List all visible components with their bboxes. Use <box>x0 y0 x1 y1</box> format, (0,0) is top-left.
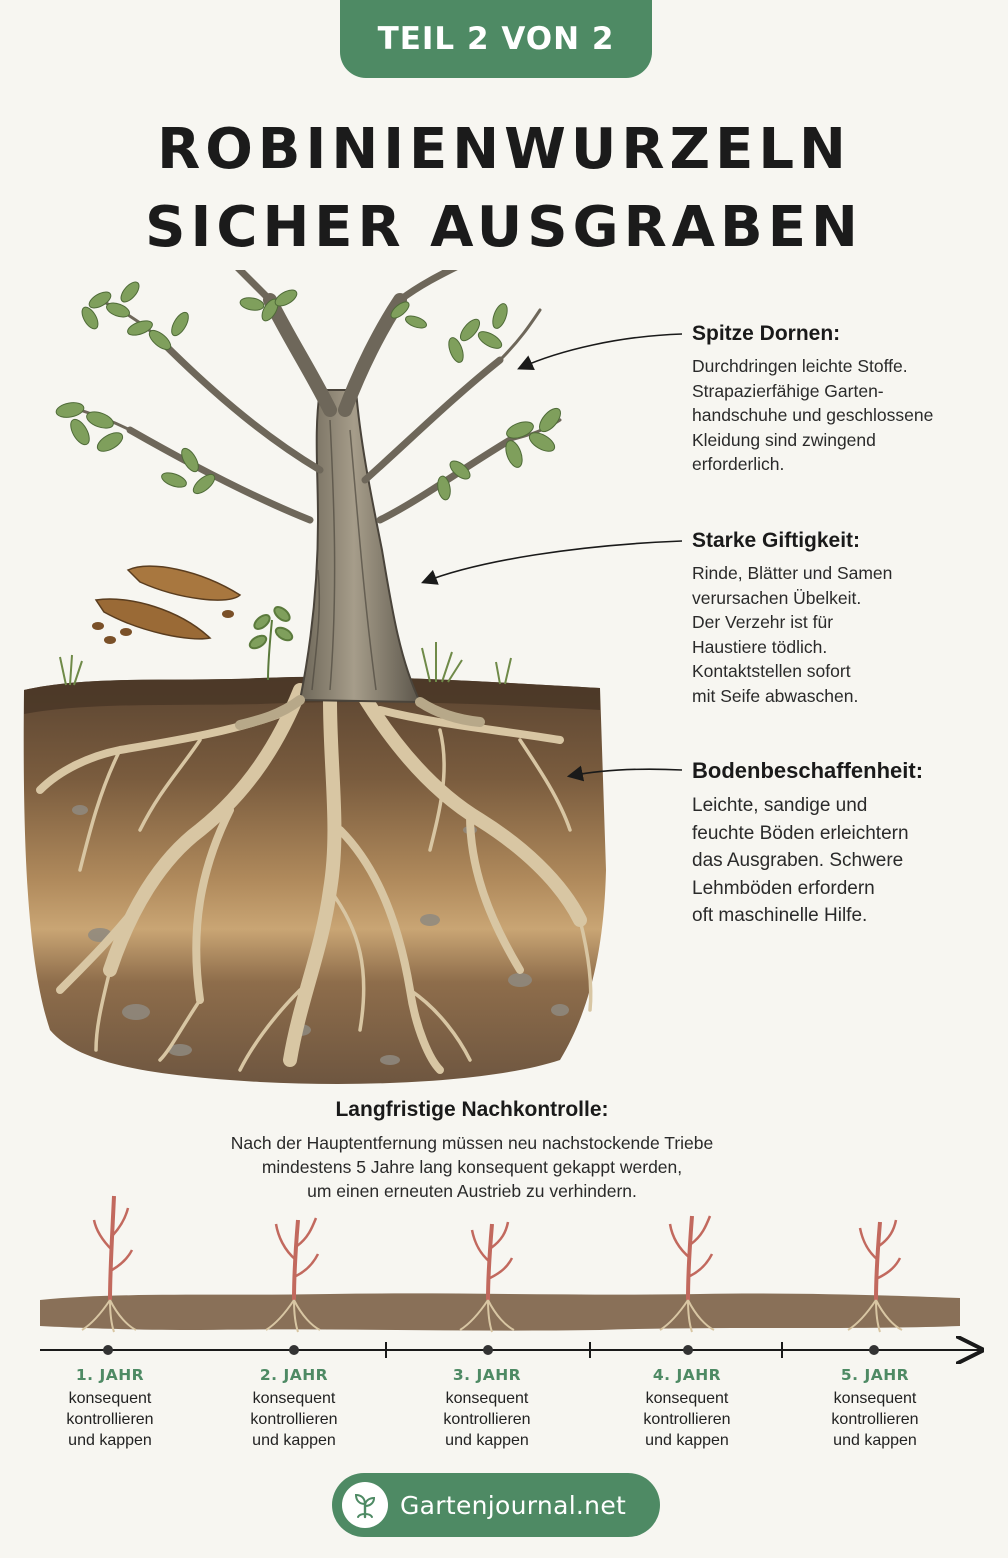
timeline-year-2 <box>219 1366 369 1451</box>
footer-brand-pill[interactable] <box>332 1473 660 1537</box>
seed-pods <box>92 566 240 644</box>
followup-title: Langfristige Nachkontrolle: <box>335 1098 609 1121</box>
timeline-soil-strip <box>40 1293 960 1330</box>
callout-toxicity-heading: Starke Giftigkeit: <box>692 529 861 552</box>
callout-toxicity <box>692 529 992 708</box>
year-description: konsequent kontrollieren und kappen <box>831 1390 919 1449</box>
callout-soil-heading: Bodenbeschaffenheit: <box>692 758 924 783</box>
robinia-tree-illustration <box>0 270 640 1100</box>
year-label: 2. JAHR <box>259 1366 329 1384</box>
year-label: 3. JAHR <box>452 1366 522 1384</box>
followup-text: Nach der Hauptentfernung müssen neu nachstockende Triebe mindestens 5 Jahre lang konsequent gekappt werden, um einen erneuten Austrieb zu verhindern. <box>230 1133 714 1201</box>
timeline-year-4 <box>612 1366 762 1451</box>
year-description: konsequent kontrollieren und kappen <box>250 1390 338 1449</box>
year-description: konsequent kontrollieren und kappen <box>66 1390 154 1449</box>
callout-thorns-text: Durchdringen leichte Stoffe. Strapazierfähige Garten- handschuhe und geschlossene Kleidung sind zwingend erforderlich. <box>692 356 934 474</box>
year-label: 4. JAHR <box>652 1366 722 1384</box>
year-label: 1. JAHR <box>75 1366 145 1384</box>
year-description: konsequent kontrollieren und kappen <box>443 1390 531 1449</box>
yearly-timeline <box>0 1180 1008 1370</box>
small-sapling <box>248 604 295 680</box>
page-title-line-2: SICHER AUSGRABEN <box>145 195 863 260</box>
page-title-line-1: ROBINIENWURZELN <box>157 117 851 182</box>
year-label: 5. JAHR <box>840 1366 910 1384</box>
timeline-year-3 <box>412 1366 562 1451</box>
timeline-year-1 <box>35 1366 185 1451</box>
callout-soil-text: Leichte, sandige und feuchte Böden erleichtern das Ausgraben. Schwere Lehmböden erfordern oft maschinelle Hilfe. <box>692 795 909 926</box>
callout-thorns-heading: Spitze Dornen: <box>692 322 841 345</box>
callout-toxicity-text: Rinde, Blätter und Samen verursachen Übelkeit. Der Verzehr ist für Haustiere tödlich. Kontaktstellen sofort mit Seife abwaschen. <box>692 563 893 706</box>
footer-brand-name: Gartenjournal.net <box>400 1490 627 1520</box>
callout-soil <box>692 758 992 930</box>
part-badge: TEIL 2 VON 2 <box>340 0 652 78</box>
sprout-icon <box>342 1482 388 1528</box>
timeline-year-5 <box>800 1366 950 1451</box>
soil-cross-section <box>24 642 606 1084</box>
year-description: konsequent kontrollieren und kappen <box>643 1390 731 1449</box>
callout-thorns <box>692 322 992 477</box>
